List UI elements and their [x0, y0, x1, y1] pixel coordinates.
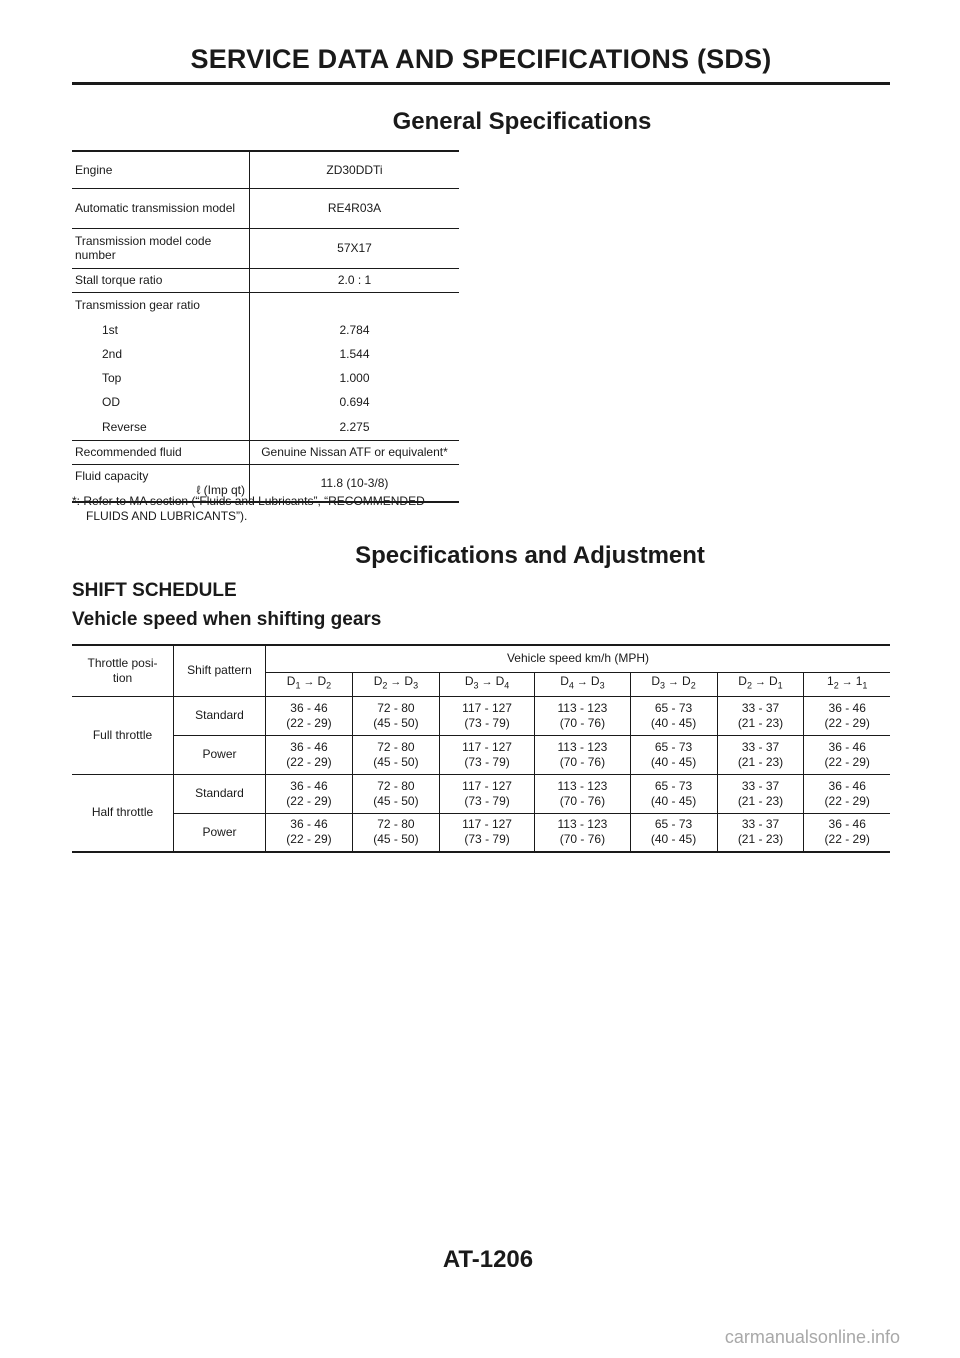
- shift-column-header: $D_3 \to D_2$: [630, 672, 717, 696]
- speed-cell: 36 - 46 (22 - 29): [266, 735, 353, 774]
- table-header-row: [72, 645, 890, 672]
- shift-pattern-header: Shift pattern: [174, 645, 266, 696]
- gear-label: Top: [72, 366, 250, 390]
- header-rule: [72, 82, 890, 85]
- spec-value: [250, 292, 460, 318]
- spec-label: Recommended fluid: [72, 440, 250, 464]
- speed-cell: 113 - 123 (70 - 76): [535, 696, 630, 735]
- spec-value: ZD30DDTi: [250, 151, 460, 188]
- speed-cell: 36 - 46 (22 - 29): [266, 813, 353, 852]
- vehicle-speed-header: Vehicle speed km/h (MPH): [266, 645, 891, 672]
- speed-cell: 117 - 127 (73 - 79): [439, 774, 534, 813]
- shift-column-header: $D_2 \to D_3$: [352, 672, 439, 696]
- gear-label: Reverse: [72, 414, 250, 440]
- speed-cell: 36 - 46 (22 - 29): [804, 774, 890, 813]
- shift-pattern-cell: Power: [174, 813, 266, 852]
- arrow-right-icon: →: [841, 676, 853, 689]
- gear-ratio: 1.000: [339, 371, 370, 385]
- page-header: SERVICE DATA AND SPECIFICATIONS (SDS): [190, 44, 772, 74]
- gear-label: 1st: [72, 318, 250, 342]
- shift-schedule-heading: SHIFT SCHEDULE: [72, 580, 237, 601]
- footnote-line-1: *: Refer to MA section (“Fluids and Lubricants”, “RECOMMENDED: [72, 494, 425, 508]
- spec-label: Transmission model code number: [72, 228, 250, 268]
- speed-cell: 33 - 37 (21 - 23): [717, 735, 804, 774]
- spec-value: RE4R03A: [250, 188, 460, 228]
- table-row: [72, 774, 890, 813]
- gear-label: OD: [72, 390, 250, 414]
- speed-cell: 33 - 37 (21 - 23): [717, 774, 804, 813]
- table-row: [72, 268, 459, 292]
- speed-cell: 72 - 80 (45 - 50): [352, 813, 439, 852]
- speed-cell: 33 - 37 (21 - 23): [717, 696, 804, 735]
- gear-ratio: 2.784: [339, 323, 370, 337]
- speed-cell: 72 - 80 (45 - 50): [352, 735, 439, 774]
- speed-cell: 65 - 73 (40 - 45): [630, 774, 717, 813]
- table-row: [72, 366, 459, 390]
- footnote: [72, 494, 462, 524]
- spec-value: 57X17: [250, 228, 460, 268]
- speed-cell: 117 - 127 (73 - 79): [439, 735, 534, 774]
- speed-cell: 36 - 46 (22 - 29): [804, 813, 890, 852]
- table-row: [72, 813, 890, 852]
- speed-cell: 65 - 73 (40 - 45): [630, 696, 717, 735]
- speed-cell: 65 - 73 (40 - 45): [630, 813, 717, 852]
- speed-cell: 117 - 127 (73 - 79): [439, 813, 534, 852]
- table-row: [72, 390, 459, 414]
- spec-value: 2.0 : 1: [250, 268, 460, 292]
- spec-label: Engine: [72, 151, 250, 188]
- speed-cell: 113 - 123 (70 - 76): [535, 735, 630, 774]
- speed-cell: 36 - 46 (22 - 29): [804, 696, 890, 735]
- spec-value: Genuine Nissan ATF or equivalent*: [250, 440, 460, 464]
- speed-cell: 36 - 46 (22 - 29): [266, 696, 353, 735]
- shift-pattern-cell: Standard: [174, 696, 266, 735]
- specifications-adjustment-title: Specifications and Adjustment: [355, 542, 705, 569]
- footnote-line-2: FLUIDS AND LUBRICANTS”).: [86, 509, 248, 523]
- table-row: [72, 342, 459, 366]
- table-row: [72, 696, 890, 735]
- spec-label: Transmission gear ratio: [72, 292, 250, 318]
- general-specifications-table: [72, 150, 459, 503]
- speed-cell: 113 - 123 (70 - 76): [535, 813, 630, 852]
- speed-cell: 72 - 80 (45 - 50): [352, 774, 439, 813]
- shift-schedule-table: [72, 644, 890, 853]
- table-row: [72, 228, 459, 268]
- arrow-right-icon: →: [668, 676, 680, 689]
- speed-cell: 117 - 127 (73 - 79): [439, 696, 534, 735]
- speed-cell: 33 - 37 (21 - 23): [717, 813, 804, 852]
- general-specifications-title: General Specifications: [392, 108, 652, 135]
- table-row: [72, 318, 459, 342]
- gear-label: 2nd: [72, 342, 250, 366]
- table-row: [72, 440, 459, 464]
- arrow-right-icon: →: [576, 676, 588, 689]
- spec-label: Fluid capacity: [75, 468, 149, 483]
- shift-pattern-cell: Standard: [174, 774, 266, 813]
- unit-label: ℓ (Imp qt): [196, 482, 245, 497]
- shift-pattern-cell: Power: [174, 735, 266, 774]
- shift-column-header: $D_2 \to D_1$: [717, 672, 804, 696]
- table-row: [72, 292, 459, 318]
- shift-column-header: $D_1 \to D_2$: [266, 672, 353, 696]
- table-row: [72, 414, 459, 440]
- speed-cell: 36 - 46 (22 - 29): [266, 774, 353, 813]
- page-number: AT-1206: [442, 1246, 534, 1273]
- arrow-right-icon: →: [481, 676, 493, 689]
- speed-cell: 113 - 123 (70 - 76): [535, 774, 630, 813]
- spec-value: 11.8 (10-3/8): [320, 475, 389, 490]
- arrow-right-icon: →: [390, 676, 402, 689]
- vehicle-speed-heading: Vehicle speed when shifting gears: [72, 609, 382, 630]
- speed-cell: 72 - 80 (45 - 50): [352, 696, 439, 735]
- shift-column-header: $D_3 \to D_4$: [439, 672, 534, 696]
- arrow-right-icon: →: [754, 676, 766, 689]
- table-row: [72, 151, 459, 188]
- shift-column-header: $1_2 \to 1_1$: [804, 672, 890, 696]
- gear-ratio: 1.544: [339, 347, 370, 361]
- throttle-position-cell: Full throttle: [72, 696, 174, 774]
- shift-column-header: $D_4 \to D_3$: [535, 672, 630, 696]
- throttle-position-header: Throttle posi- tion: [72, 645, 174, 696]
- gear-ratio: 0.694: [339, 395, 370, 409]
- watermark: carmanualsonline.info: [724, 1327, 900, 1347]
- gear-ratio: 2.275: [250, 414, 460, 440]
- spec-label: Stall torque ratio: [72, 268, 250, 292]
- table-row: [72, 735, 890, 774]
- speed-cell: 65 - 73 (40 - 45): [630, 735, 717, 774]
- arrow-right-icon: →: [303, 676, 315, 689]
- throttle-position-cell: Half throttle: [72, 774, 174, 852]
- speed-cell: 36 - 46 (22 - 29): [804, 735, 890, 774]
- spec-label: Automatic transmission model: [72, 188, 250, 228]
- table-row: [72, 188, 459, 228]
